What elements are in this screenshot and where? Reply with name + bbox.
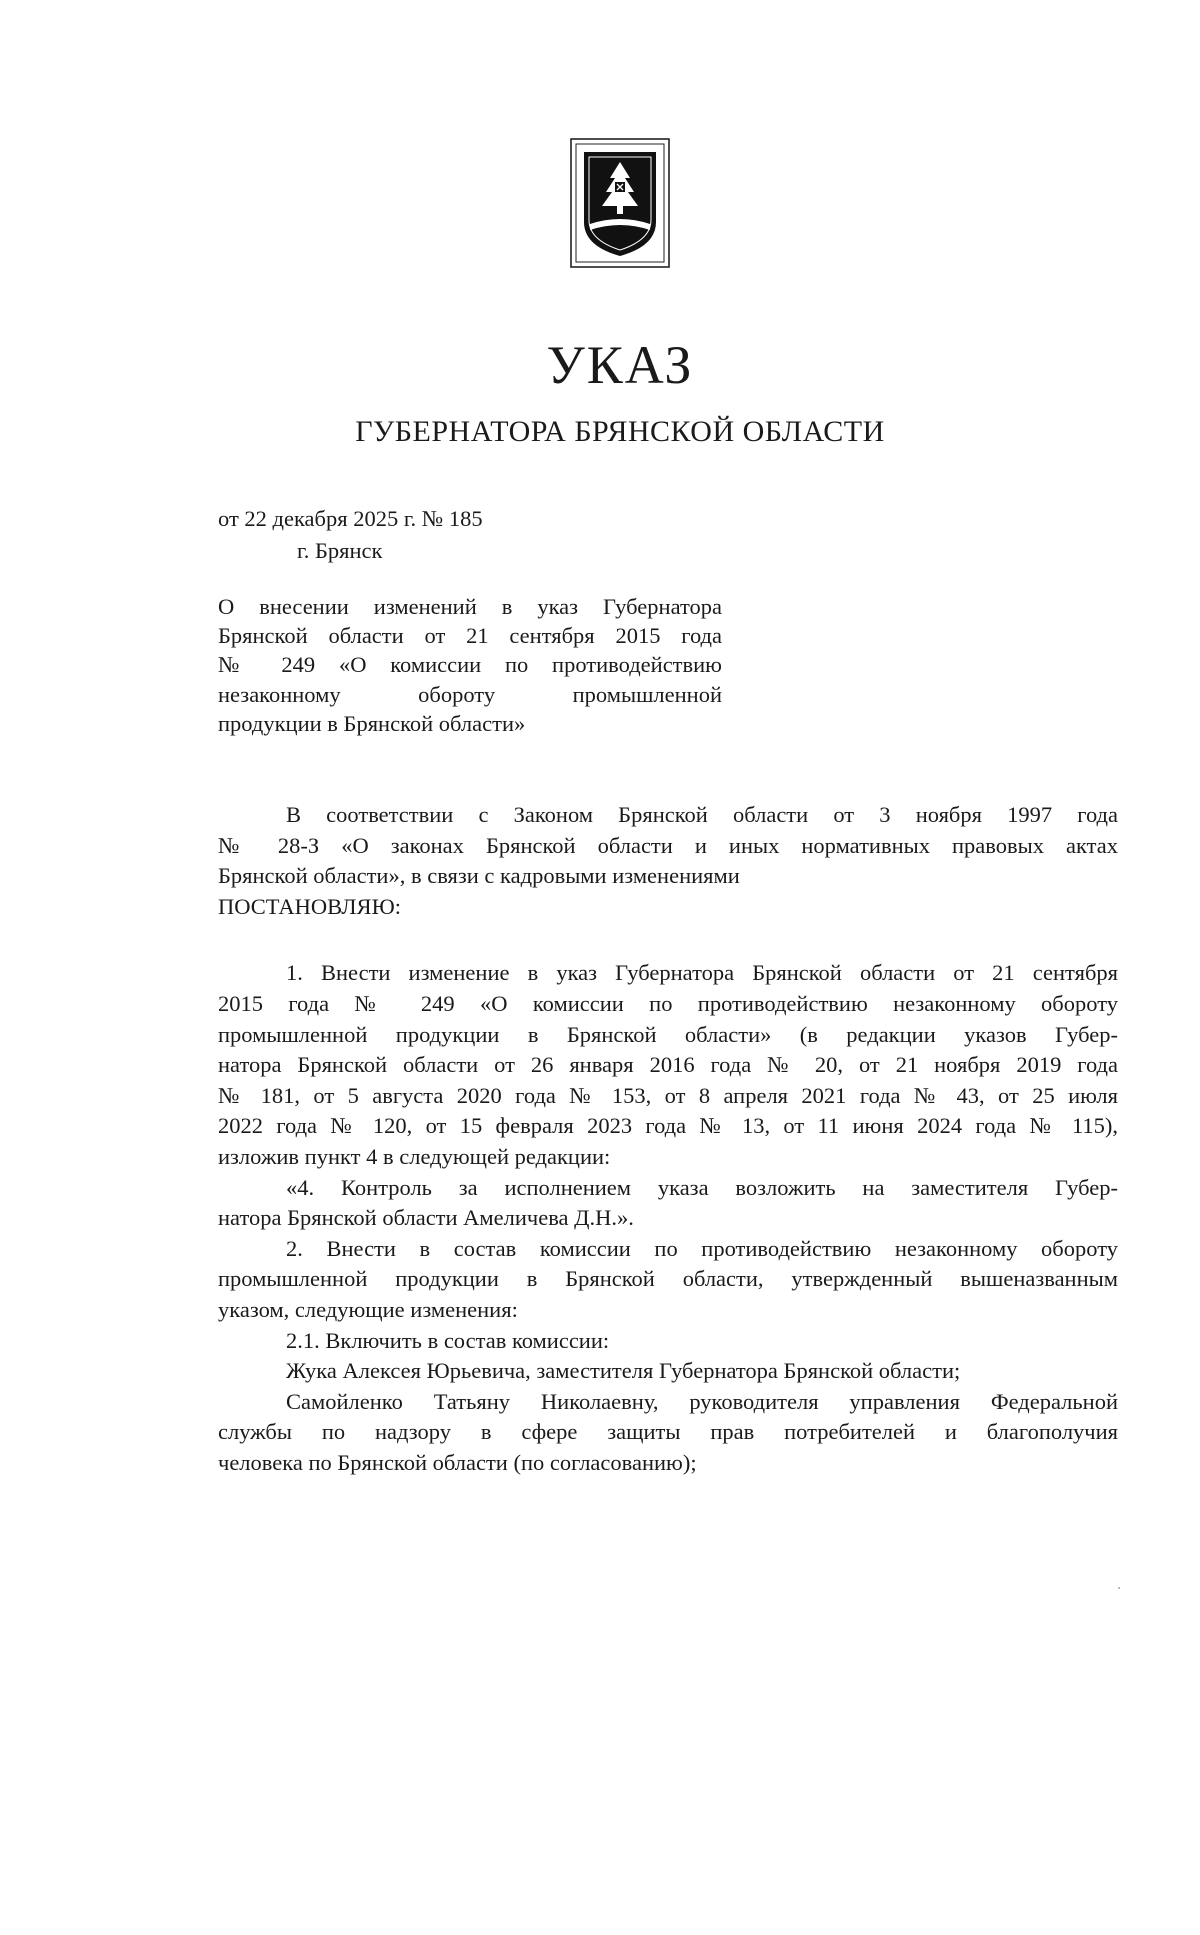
document-subject	[218, 592, 722, 738]
document-date-number: от 22 декабря 2025 г. № 185	[218, 506, 483, 531]
item2-line: 2. Внести в состав комиссии по противодействию незаконному обороту	[286, 1235, 1118, 1261]
item1-line: изложив пункт 4 в следующей редакции:	[218, 1143, 611, 1169]
item1-line: 2022 года № 120, от 15 февраля 2023 года № 13, от 11 июня 2024 года № 115),	[218, 1113, 1118, 1139]
item1-line: промышленной продукции в Брянской области» (в редакции указов Губер-	[218, 1021, 1118, 1047]
document-city: г. Брянск	[297, 538, 383, 563]
preamble-line: В соответствии с Законом Брянской области от 3 ноября 1997 года	[286, 802, 1118, 827]
item1-line: 2015 года № 249 «О комиссии по противодействию незаконному обороту	[218, 990, 1118, 1016]
item2-line: промышленной продукции в Брянской области, утвержденный вышеназванным	[218, 1266, 1118, 1292]
document-title: УКАЗ	[546, 335, 694, 395]
subject-line: О внесении изменений в указ Губернатора	[218, 594, 722, 619]
commission-member-line: человека по Брянской области (по согласованию);	[218, 1449, 697, 1475]
scan-speck	[1118, 1587, 1120, 1589]
item1-line: № 181, от 5 августа 2020 года № 153, от 8 апреля 2021 года № 43, от 25 июля	[218, 1082, 1118, 1108]
item1-quote-line: «4. Контроль за исполнением указа возложить на заместителя Губер-	[286, 1174, 1118, 1200]
commission-member-line: службы по надзору в сфере защиты прав потребителей и благополучия	[218, 1419, 1118, 1445]
commission-member-line: Самойленко Татьяну Николаевну, руководителя управления Федеральной	[286, 1388, 1118, 1414]
subject-line: продукции в Брянской области»	[218, 710, 526, 736]
item2-1-heading: 2.1. Включить в состав комиссии:	[286, 1327, 610, 1353]
item1-line: 1. Внести изменение в указ Губернатора Брянской области от 21 сентября	[286, 960, 1118, 986]
document-subtitle: ГУБЕРНАТОРА БРЯНСКОЙ ОБЛАСТИ	[355, 415, 885, 448]
document-body	[218, 800, 1118, 1478]
item2-line: указом, следующие изменения:	[218, 1296, 518, 1322]
item1-quote-line: натора Брянской области Амеличева Д.Н.».	[218, 1205, 634, 1231]
preamble-line: № 28-З «О законах Брянской области и иных нормативных правовых актах	[218, 832, 1118, 858]
subject-line: № 249 «О комиссии по противодействию	[218, 652, 722, 678]
coat-of-arms-emblem	[570, 138, 670, 268]
decree-word: ПОСТАНОВЛЯЮ:	[218, 893, 401, 919]
paragraph-spacer	[218, 922, 1118, 958]
preamble-line: Брянской области», в связи с кадровыми изменениями	[218, 863, 740, 889]
subject-line: Брянской области от 21 сентября 2015 года	[218, 623, 722, 649]
subject-line: незаконному обороту промышленной	[218, 681, 722, 707]
commission-member: Жука Алексея Юрьевича, заместителя Губернатора Брянской области;	[286, 1358, 961, 1384]
item1-line: натора Брянской области от 26 января 2016 года № 20, от 21 ноября 2019 года	[218, 1052, 1118, 1078]
